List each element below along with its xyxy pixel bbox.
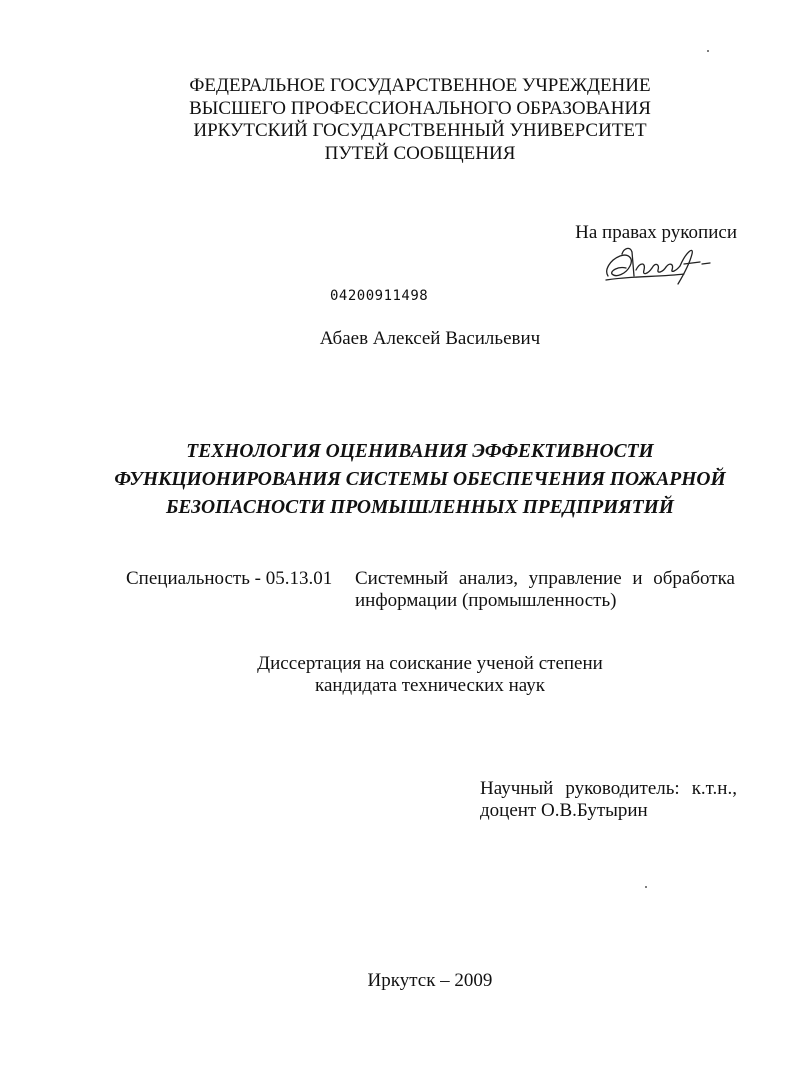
- institution-header: [120, 75, 720, 165]
- title-line: БЕЗОПАСНОСТИ ПРОМЫШЛЕННЫХ ПРЕДПРИЯТИЙ: [166, 497, 674, 518]
- advisor-word: руководитель:: [565, 778, 680, 799]
- specialty-word: Системный: [355, 568, 449, 589]
- handwritten-signature: [600, 240, 712, 288]
- scan-speck: [707, 50, 709, 52]
- advisor-line-2: доцент О.В.Бутырин: [480, 800, 648, 821]
- degree-statement: [200, 653, 660, 697]
- dissertation-title: [80, 438, 760, 522]
- title-line: ТЕХНОЛОГИЯ ОЦЕНИВАНИЯ ЭФФЕКТИВНОСТИ: [186, 441, 654, 462]
- specialty-word: анализ,: [458, 568, 518, 589]
- institution-line: ИРКУТСКИЙ ГОСУДАРСТВЕННЫЙ УНИВЕРСИТЕТ: [193, 120, 647, 141]
- specialty-line-2: информации (промышленность): [355, 590, 617, 611]
- advisor-word: к.т.н.,: [691, 778, 737, 799]
- institution-line: ПУТЕЙ СООБЩЕНИЯ: [324, 142, 516, 164]
- advisor-word: Научный: [480, 778, 554, 799]
- registration-code: 04200911498: [330, 288, 429, 304]
- title-line: ФУНКЦИОНИРОВАНИЯ СИСТЕМЫ ОБЕСПЕЧЕНИЯ ПОЖАРНОЙ: [114, 469, 726, 490]
- specialty-word: управление: [528, 568, 622, 589]
- specialty-line-1: [355, 568, 735, 590]
- specialty-word: и: [632, 568, 643, 589]
- specialty-word: обработка: [653, 568, 735, 589]
- city-year: Иркутск – 2009: [367, 970, 493, 991]
- manuscript-note: На правах рукописи: [575, 222, 737, 243]
- scientific-advisor: [480, 778, 737, 822]
- scan-speck: [645, 886, 647, 888]
- specialty-label: Специальность - 05.13.01: [126, 568, 333, 589]
- degree-line: Диссертация на соискание ученой степени: [257, 653, 603, 674]
- advisor-line-1: [480, 778, 737, 800]
- specialty-description: [355, 568, 735, 612]
- author-name: Абаев Алексей Васильевич: [319, 328, 541, 349]
- institution-line: ФЕДЕРАЛЬНОЕ ГОСУДАРСТВЕННОЕ УЧРЕЖДЕНИЕ: [189, 75, 651, 96]
- institution-line: ВЫСШЕГО ПРОФЕССИОНАЛЬНОГО ОБРАЗОВАНИЯ: [189, 97, 651, 119]
- degree-line: кандидата технических наук: [315, 675, 545, 696]
